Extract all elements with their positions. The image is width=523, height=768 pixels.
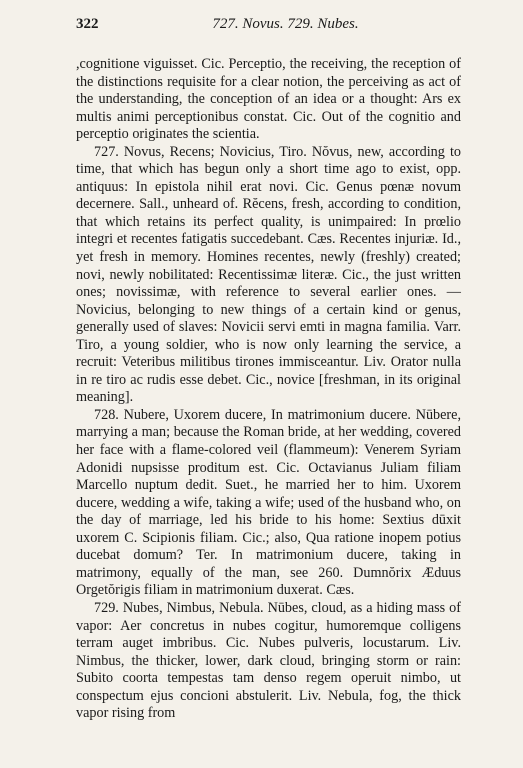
running-head: 727. Novus. 729. Nubes.	[212, 16, 359, 32]
page-number: 322	[76, 16, 99, 32]
entry-727: 727. Novus, Recens; Novicius, Tiro. Nŏvus, new, according to time, that which has begun only a short time ago to exist, opp. antiquus: In epistola nihil erat novi. Cic. Genus pœnæ novum decernere. Sall., unheard of. Rĕcens, fresh, according to condition, that which retains its perfect quality, is unimpaired: In prœlio integri et recentes fatigatis succedebant. Cæs. Recentes injuriæ. Id., yet fresh in memory. Homines recentes, newly (freshly) created; novi, newly nobilitated: Recentissimæ literæ. Cic., the just written ones; novissimæ, with reference to several earlier ones. — Novicius, belonging to new things of a certain kind or genus, generally used of slaves: Novicii servi emti in magna familia. Varr. Tiro, a young soldier, who is now only learning the service, a recruit: Veteribus militibus tirones immisceantur. Liv. Orator nulla in re tiro ac rudis esse debet. Cic., novice [freshman, in its original meaning].	[76, 143, 461, 406]
page-header	[76, 16, 461, 38]
entry-728: 728. Nubere, Uxorem ducere, In matrimonium ducere. Nūbere, marrying a man; because the Roman bride, at her wedding, covered her face with a flame-colored veil (flammeum): Venerem Syriam Adonidi nupsisse proditum est. Cic. Octavianus Juliam filiam Marcello nuptum dedit. Suet., he married her to him. Uxorem ducere, wedding a wife, taking a wife; used of the husband who, on the day of marriage, led his bride to his home: Sextius dūxit uxorem C. Scipionis filiam. Cic.; also, Qua ratione inopem potius ducebat domum? Ter. In matrimonium ducere, taking in matrimony, equally of the man, see 260. Dumnŏrix Æduus Orgetŏrigis filiam in matrimonium duxerat. Cæs.	[76, 406, 461, 599]
entry-729: 729. Nubes, Nimbus, Nebula. Nūbes, cloud, as a hiding mass of vapor: Aer concretus in nubes cogitur, humoremque colligens terram auget imbribus. Cic. Nubes pulveris, locustarum. Liv. Nimbus, the thicker, lower, dark cloud, bringing storm or rain: Subito coorta tempestas tam denso regem operuit nimbo, ut conspectum ejus concioni abstulerit. Liv. Nebula, fog, the thick vapor rising from	[76, 599, 461, 722]
paragraph-continuation: ,cognitione viguisset. Cic. Perceptio, the receiving, the reception of the distinctions requisite for a clear notion, the perceiving as act of the understanding, the conception of an idea or a thought: Ars ex multis animi perceptionibus constat. Cic. Out of the cognitio and perceptio originates the scientia.	[76, 56, 461, 143]
body-text	[76, 56, 461, 723]
